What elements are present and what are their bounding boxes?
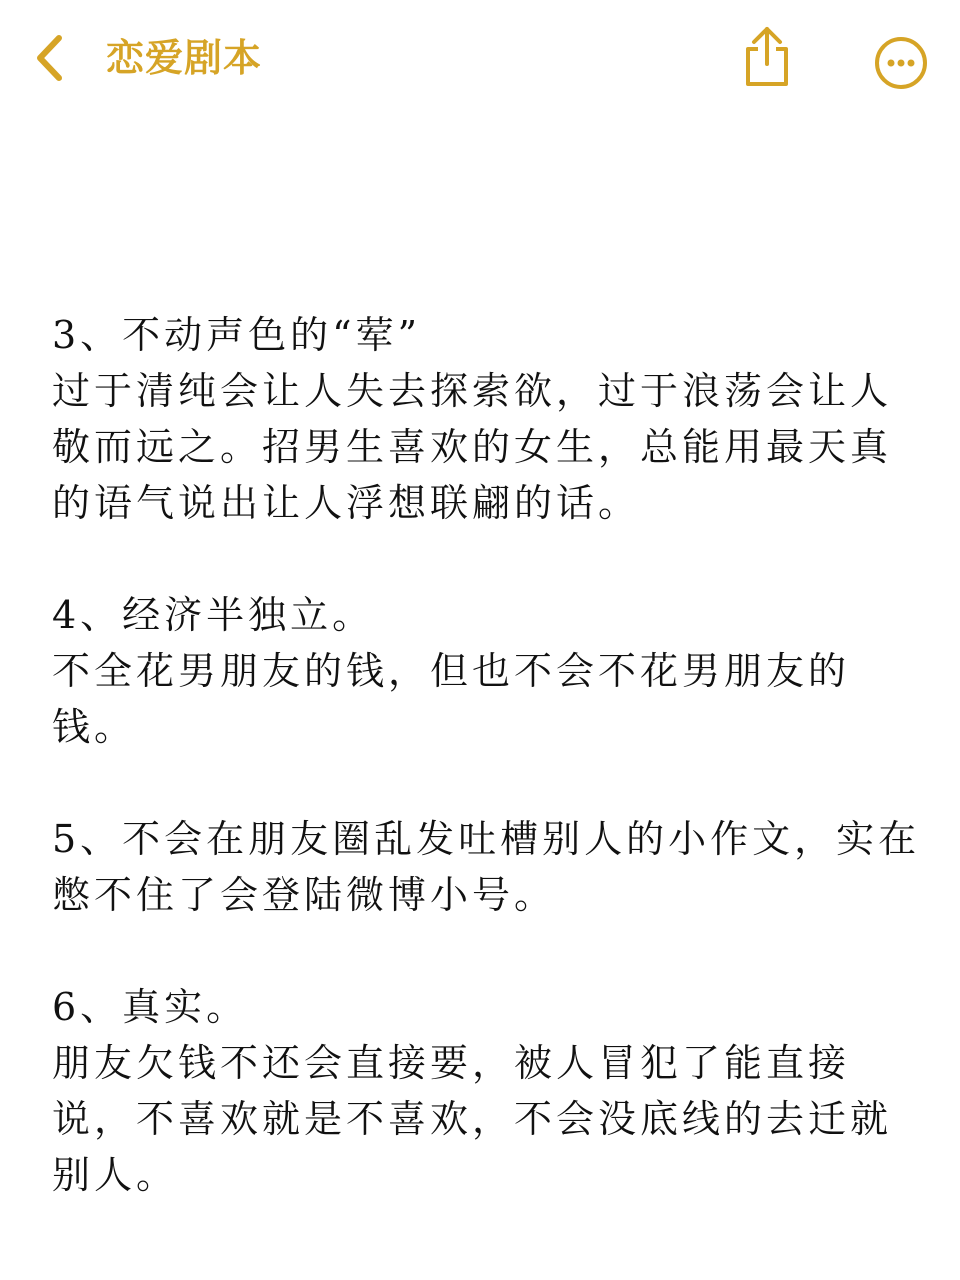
back-button[interactable] bbox=[28, 30, 70, 86]
section-body: 不全花男朋友的钱，但也不会不花男朋友的钱。 bbox=[52, 649, 851, 749]
note-section-4 bbox=[52, 587, 922, 755]
section-heading: 5、不会在朋友圈乱发吐槽别人的小作文，实在憋不住了会登陆微博小号。 bbox=[52, 817, 921, 917]
chevron-left-icon bbox=[28, 30, 70, 86]
note-section-5 bbox=[52, 811, 922, 923]
more-button[interactable] bbox=[872, 34, 930, 92]
section-body: 过于清纯会让人失去探索欲，过于浪荡会让人敬而远之。招男生喜欢的女生，总能用最天真的语气说出让人浮想联翩的话。 bbox=[52, 369, 893, 525]
note-section-3 bbox=[52, 307, 922, 531]
top-navigation-bar bbox=[0, 0, 960, 120]
note-section-6 bbox=[52, 979, 922, 1203]
note-content bbox=[52, 307, 922, 1259]
section-body: 朋友欠钱不还会直接要，被人冒犯了能直接说，不喜欢就是不喜欢，不会没底线的去迁就别人。 bbox=[52, 1041, 893, 1197]
section-heading: 3、不动声色的“荤” bbox=[52, 313, 422, 357]
section-heading: 6、真实。 bbox=[52, 985, 249, 1029]
share-button[interactable] bbox=[740, 24, 794, 90]
section-heading: 4、经济半独立。 bbox=[52, 593, 375, 637]
page-title: 恋爱剧本 bbox=[106, 36, 263, 80]
more-horizontal-icon bbox=[872, 34, 930, 92]
share-icon bbox=[740, 24, 794, 90]
